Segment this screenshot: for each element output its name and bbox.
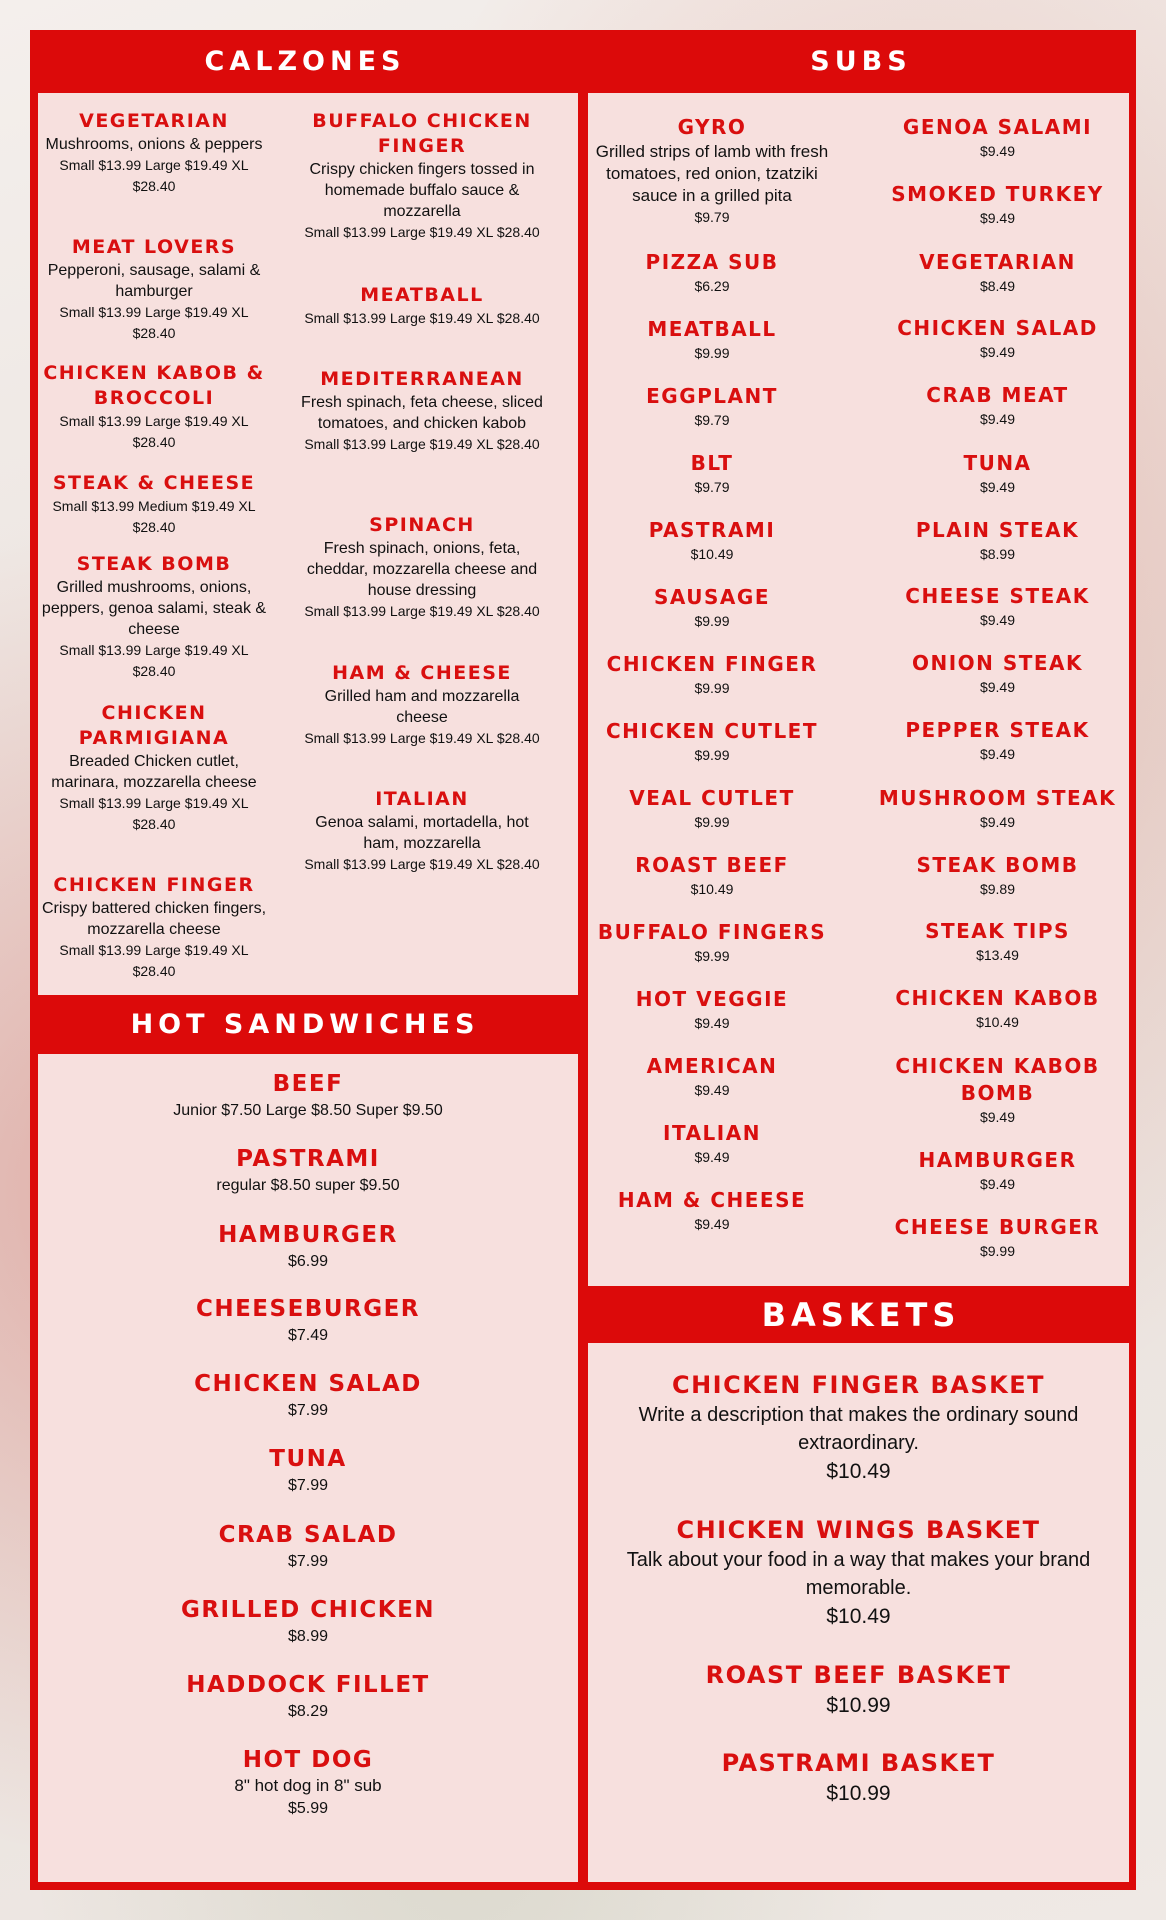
item-name: TUNA — [963, 451, 1032, 475]
menu-item — [38, 1220, 578, 1274]
item-name: CHICKEN KABOB & BROCCOLI — [43, 362, 265, 409]
menu-item — [588, 1369, 1129, 1487]
item-price: $9.49 — [979, 679, 1016, 695]
menu-item — [588, 316, 836, 363]
menu-item — [588, 718, 836, 765]
item-desc: Genoa salami, mortadella, hot ham, mozzarella — [315, 814, 529, 852]
item-name: VEGETARIAN — [79, 110, 229, 132]
item-price: $9.49 — [694, 1149, 730, 1165]
menu-item — [588, 1659, 1129, 1721]
item-price: $9.49 — [979, 612, 1016, 628]
menu-item — [38, 1745, 578, 1821]
item-desc: Grilled strips of lamb with fresh tomatoes, red onion, tzatziki sauce in a grilled pita — [595, 142, 829, 205]
item-price: $9.99 — [694, 814, 730, 830]
item-name: ITALIAN — [663, 1121, 761, 1145]
item-price: $9.49 — [979, 143, 1016, 159]
menu-item — [588, 1747, 1129, 1809]
menu-item — [866, 114, 1129, 161]
item-name: HAM & CHEESE — [617, 1188, 807, 1212]
menu-item — [866, 717, 1129, 764]
item-name: STEAK BOMB — [76, 553, 232, 575]
item-price: $10.49 — [690, 881, 734, 897]
menu-item — [38, 701, 270, 835]
item-price: Small $13.99 Large $19.49 XL $28.40 — [304, 310, 540, 326]
menu-item — [38, 1294, 578, 1348]
item-name: CHICKEN FINGER BASKET — [671, 1371, 1046, 1399]
baskets-header — [586, 1286, 1136, 1343]
item-name: CHICKEN FINGER — [53, 874, 255, 896]
menu-item — [300, 513, 544, 622]
item-name: STEAK TIPS — [925, 919, 1070, 943]
item-price: $9.49 — [979, 210, 1016, 226]
hot-sandwiches-header — [30, 995, 580, 1054]
menu-item — [588, 1187, 836, 1234]
item-name: PASTRAMI BASKET — [721, 1749, 996, 1777]
item-name: CHICKEN KABOB — [895, 986, 1100, 1010]
item-name: PLAIN STEAK — [915, 518, 1080, 542]
item-desc: Fresh spinach, onions, feta, cheddar, mozzarella cheese and house dressing — [306, 540, 538, 599]
baskets-title: BASKETS — [761, 1295, 961, 1334]
item-desc: Pepperoni, sausage, salami & hamburger — [47, 262, 261, 300]
item-name: PEPPER STEAK — [905, 718, 1090, 742]
menu-item — [588, 986, 836, 1033]
item-price: $8.99 — [287, 1628, 329, 1645]
item-price: $10.49 — [690, 546, 734, 562]
item-name: BEEF — [272, 1071, 344, 1097]
item-name: MEATBALL — [647, 317, 777, 341]
item-name: SMOKED TURKEY — [891, 182, 1104, 206]
calzones-header — [30, 30, 580, 93]
menu-item — [588, 1120, 836, 1167]
item-name: PIZZA SUB — [645, 250, 779, 274]
menu-item — [866, 918, 1129, 965]
menu-item — [300, 367, 544, 455]
menu-item — [866, 181, 1129, 228]
item-name: SAUSAGE — [654, 585, 770, 609]
menu-item — [38, 1144, 578, 1198]
menu-item — [588, 1514, 1129, 1632]
item-price: regular $8.50 super $9.50 — [216, 1177, 400, 1194]
item-price: $9.49 — [694, 1216, 730, 1232]
item-name: ONION STEAK — [911, 651, 1084, 675]
item-price: $9.99 — [694, 613, 730, 629]
item-desc: Crispy battered chicken fingers, mozzarella cheese — [41, 900, 267, 938]
item-price: $9.49 — [694, 1082, 730, 1098]
item-price: $9.49 — [979, 1109, 1016, 1125]
item-name: VEAL CUTLET — [629, 786, 795, 810]
calzones-panel — [38, 93, 578, 995]
hot-sandwiches-panel — [38, 1054, 578, 1882]
item-name: BLT — [690, 451, 734, 475]
item-desc: Talk about your food in a way that makes your brand memorable. — [626, 1549, 1091, 1599]
menu-item — [38, 1670, 578, 1724]
item-name: HAMBURGER — [918, 1148, 1077, 1172]
item-price: Small $13.99 Large $19.49 XL $28.40 — [59, 642, 249, 679]
item-price: $6.99 — [287, 1253, 329, 1270]
menu-item — [866, 249, 1129, 296]
item-price: Small $13.99 Large $19.49 XL $28.40 — [59, 304, 249, 341]
item-price: Small $13.99 Large $19.49 XL $28.40 — [304, 603, 540, 619]
item-desc: Mushrooms, onions & peppers — [45, 136, 263, 153]
item-price: $7.99 — [287, 1402, 329, 1419]
item-price: Small $13.99 Large $19.49 XL $28.40 — [59, 795, 249, 832]
menu-item — [588, 517, 836, 564]
item-desc: Crispy chicken fingers tossed in homemade buffalo sauce & mozzarella — [309, 161, 535, 220]
item-desc: 8" hot dog in 8" sub — [234, 1776, 382, 1795]
item-name: MEAT LOVERS — [71, 236, 237, 258]
item-price: $8.99 — [979, 546, 1016, 562]
item-name: CHICKEN KABOB BOMB — [895, 1054, 1100, 1105]
menu-item — [38, 1520, 578, 1574]
baskets-panel — [588, 1343, 1129, 1882]
menu-item — [588, 114, 836, 227]
item-price: $7.99 — [287, 1553, 329, 1570]
item-name: CHICKEN CUTLET — [605, 719, 818, 743]
item-price: $9.49 — [979, 411, 1016, 427]
item-desc: Fresh spinach, feta cheese, sliced tomatoes, and chicken kabob — [301, 394, 543, 432]
menu-item — [38, 1369, 578, 1423]
item-price: Small $13.99 Large $19.49 XL $28.40 — [59, 942, 249, 979]
item-price: Small $13.99 Large $19.49 XL $28.40 — [304, 224, 540, 240]
menu-item — [588, 919, 836, 966]
item-price: $9.49 — [979, 479, 1016, 495]
menu-item — [38, 1595, 578, 1649]
item-name: MEDITERRANEAN — [320, 368, 524, 390]
item-price: $9.99 — [979, 1243, 1016, 1259]
item-name: CRAB SALAD — [218, 1522, 398, 1548]
item-price: $9.49 — [694, 1015, 730, 1031]
hot-sandwiches-title: HOT SANDWICHES — [130, 1009, 480, 1040]
menu-item — [866, 315, 1129, 362]
menu-item — [588, 249, 836, 296]
menu-item — [300, 109, 544, 243]
item-price: $5.99 — [287, 1800, 329, 1817]
menu-item — [300, 661, 544, 749]
item-name: CHEESE BURGER — [894, 1215, 1101, 1239]
item-price: $9.99 — [694, 747, 730, 763]
item-price: $10.99 — [826, 1782, 891, 1805]
menu-item — [38, 1069, 578, 1123]
item-price: $7.99 — [287, 1477, 329, 1494]
item-desc: Grilled mushrooms, onions, peppers, genoa salami, steak & cheese — [41, 579, 267, 638]
menu-item — [866, 1147, 1129, 1194]
menu-item — [866, 985, 1129, 1032]
menu-item — [38, 109, 270, 197]
menu-item — [300, 787, 544, 875]
menu-item — [38, 361, 270, 453]
item-price: $10.49 — [826, 1460, 891, 1483]
item-name: ROAST BEEF BASKET — [705, 1661, 1012, 1689]
menu-item — [866, 785, 1129, 832]
item-price: $9.49 — [979, 1176, 1016, 1192]
calzones-title: CALZONES — [204, 46, 406, 77]
item-price: $9.99 — [694, 948, 730, 964]
item-price: $6.29 — [694, 278, 730, 294]
item-price: $9.99 — [694, 345, 730, 361]
item-price: $9.79 — [694, 479, 730, 495]
item-price: Small $13.99 Large $19.49 XL $28.40 — [59, 157, 249, 194]
item-name: PASTRAMI — [236, 1146, 380, 1172]
menu-item — [866, 650, 1129, 697]
item-name: TUNA — [269, 1446, 347, 1472]
item-name: HADDOCK FILLET — [186, 1672, 430, 1698]
item-price: Small $13.99 Medium $19.49 XL $28.40 — [52, 498, 256, 535]
menu-item — [38, 873, 270, 982]
item-price: $8.49 — [979, 278, 1016, 294]
menu-item — [38, 235, 270, 344]
item-price: $10.49 — [826, 1605, 891, 1628]
menu-item — [38, 552, 270, 682]
menu-item — [588, 1053, 836, 1100]
item-name: AMERICAN — [646, 1054, 778, 1078]
menu-item — [866, 852, 1129, 899]
subs-title: SUBS — [810, 46, 912, 77]
item-name: GYRO — [677, 115, 747, 139]
item-name: CHICKEN PARMIGIANA — [78, 702, 230, 749]
item-name: GRILLED CHICKEN — [180, 1597, 436, 1623]
item-price: $7.49 — [287, 1327, 329, 1344]
menu-item — [588, 785, 836, 832]
item-desc: Write a description that makes the ordinary sound extraordinary. — [638, 1404, 1079, 1454]
item-name: ROAST BEEF — [635, 853, 789, 877]
item-name: CHICKEN WINGS BASKET — [676, 1516, 1041, 1544]
item-name: STEAK BOMB — [916, 853, 1079, 877]
item-name: MUSHROOM STEAK — [878, 786, 1117, 810]
item-name: CRAB MEAT — [926, 383, 1069, 407]
menu-item — [866, 583, 1129, 630]
item-price: $10.49 — [976, 1014, 1019, 1030]
item-desc: Breaded Chicken cutlet, marinara, mozzarella cheese — [51, 753, 257, 791]
item-name: SPINACH — [369, 514, 475, 536]
item-name: VEGETARIAN — [919, 250, 1076, 274]
item-name: CHICKEN FINGER — [606, 652, 818, 676]
item-name: BUFFALO FINGERS — [597, 920, 827, 944]
item-name: HAM & CHEESE — [332, 662, 512, 684]
item-name: HAMBURGER — [218, 1222, 398, 1248]
item-name: MEATBALL — [360, 284, 484, 306]
item-name: BUFFALO CHICKEN FINGER — [312, 110, 532, 157]
menu-item — [588, 450, 836, 497]
menu-item — [588, 651, 836, 698]
item-name: ITALIAN — [375, 788, 469, 810]
item-desc: Grilled ham and mozzarella cheese — [324, 688, 520, 726]
item-price: $9.49 — [979, 746, 1016, 762]
item-name: GENOA SALAMI — [902, 115, 1093, 139]
item-price: Small $13.99 Large $19.49 XL $28.40 — [59, 413, 249, 450]
menu-item — [588, 584, 836, 631]
item-name: HOT VEGGIE — [635, 987, 789, 1011]
item-price: Junior $7.50 Large $8.50 Super $9.50 — [173, 1102, 443, 1119]
item-price: $10.99 — [826, 1694, 891, 1717]
item-name: EGGPLANT — [646, 384, 778, 408]
item-price: $9.49 — [979, 344, 1016, 360]
menu-item — [866, 382, 1129, 429]
item-name: PASTRAMI — [648, 518, 776, 542]
menu-item — [588, 383, 836, 430]
item-price: Small $13.99 Large $19.49 XL $28.40 — [304, 436, 540, 452]
item-name: CHICKEN SALAD — [897, 316, 1098, 340]
menu-item — [866, 1053, 1129, 1127]
menu-item — [300, 283, 544, 329]
menu-item — [866, 450, 1129, 497]
item-name: CHEESEBURGER — [195, 1296, 421, 1322]
item-price: Small $13.99 Large $19.49 XL $28.40 — [304, 856, 540, 872]
menu-item — [588, 852, 836, 899]
item-price: $9.89 — [979, 881, 1016, 897]
item-name: CHICKEN SALAD — [194, 1371, 422, 1397]
item-name: CHEESE STEAK — [905, 584, 1090, 608]
item-price: $9.99 — [694, 680, 730, 696]
menu-item — [38, 471, 270, 538]
item-name: HOT DOG — [242, 1747, 374, 1773]
item-price: $9.49 — [979, 814, 1016, 830]
subs-panel — [588, 93, 1129, 1286]
menu-item — [866, 517, 1129, 564]
item-price: $9.79 — [694, 412, 730, 428]
item-price: $13.49 — [976, 947, 1019, 963]
item-price: $8.29 — [287, 1703, 329, 1720]
subs-header — [586, 30, 1136, 93]
item-price: $9.79 — [694, 209, 730, 225]
item-name: STEAK & CHEESE — [52, 472, 256, 494]
menu-item — [38, 1444, 578, 1498]
item-price: Small $13.99 Large $19.49 XL $28.40 — [304, 730, 540, 746]
menu-item — [866, 1214, 1129, 1261]
